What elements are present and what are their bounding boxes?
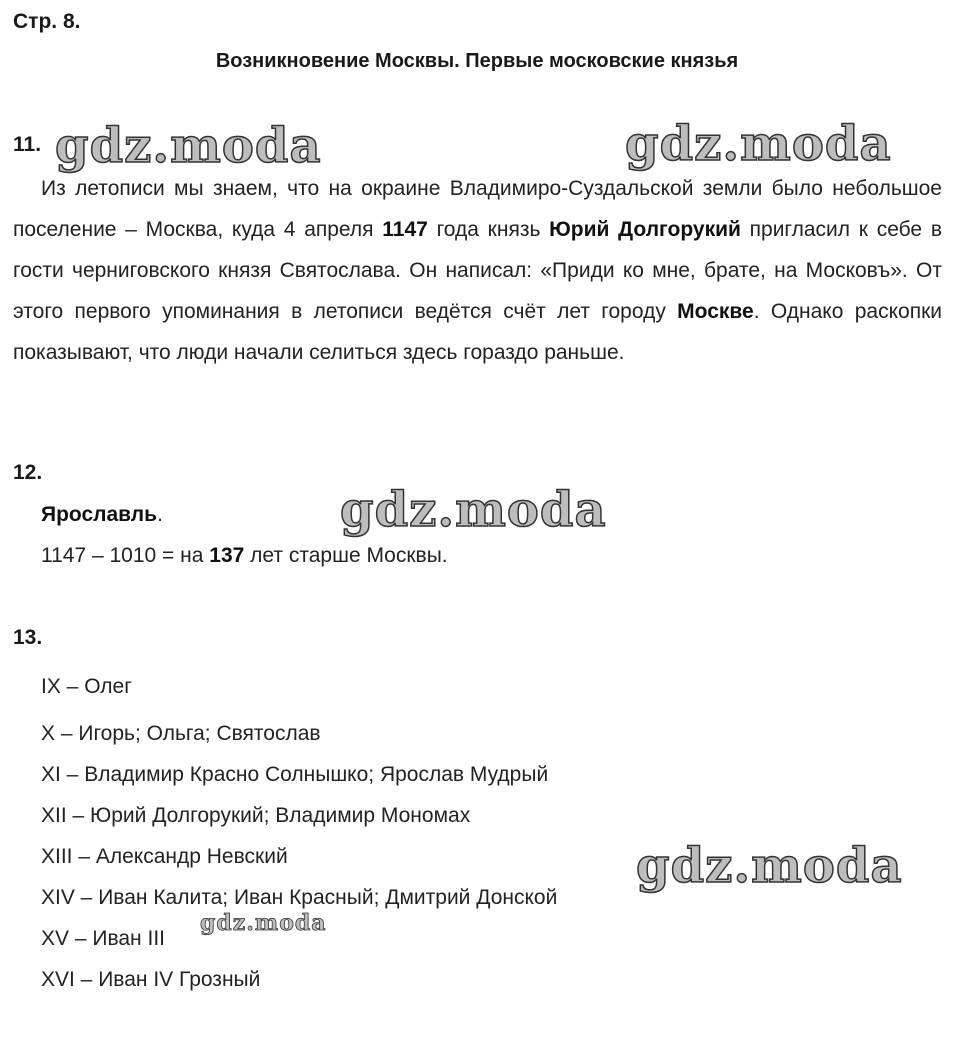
task-11-text-3: пригласил к себе в гости черниговского князя Святослава. Он написал: «Приди ко мне, брате, на Московъ». От этого первого упоминания в летописи ведётся счёт лет городу <box>13 218 943 323</box>
task-13-number: 13. <box>13 626 43 649</box>
watermark-logo: gdz.moda <box>625 116 892 172</box>
task-12-answer <box>41 503 163 527</box>
task-12-calculation <box>41 544 448 568</box>
century-item: XV – Иван III <box>41 927 165 950</box>
task-12-calc-text-1: 1147 – 1010 = на <box>41 544 210 567</box>
watermark-logo: gdz.moda <box>340 482 607 538</box>
task-11-prince: Юрий Долгорукий <box>549 218 741 241</box>
task-12-answer-city: Ярославль <box>41 503 158 526</box>
task-12-answer-tail: . <box>157 503 163 526</box>
task-12-number: 12. <box>13 461 43 484</box>
century-item: XII – Юрий Долгорукий; Владимир Мономах <box>41 804 471 827</box>
task-11-text-2: года князь <box>427 218 550 241</box>
century-item: XI – Владимир Красно Солнышко; Ярослав Мудрый <box>41 763 549 786</box>
task-11-year: 1147 <box>382 218 428 241</box>
task-11-text-4: . Однако раскопки показывают, что люди начали селиться здесь гораздо раньше. <box>13 300 942 364</box>
century-item: XIV – Иван Калита; Иван Красный; Дмитрий Донской <box>41 886 558 909</box>
watermark-logo: gdz.moda <box>200 910 327 936</box>
page-number: Стр. 8. <box>13 10 81 33</box>
watermark-logo: gdz.moda <box>55 118 322 174</box>
task-11-paragraph <box>13 168 942 373</box>
watermark-logo: gdz.moda <box>636 838 903 894</box>
century-item: IX – Олег <box>41 675 132 698</box>
century-item: XVI – Иван IV Грозный <box>41 968 261 991</box>
task-11-text-1: Из летописи мы знаем, что на окраине Владимиро-Суздальской земли было небольшое поселение – Москва, куда 4 апреля <box>13 177 942 241</box>
task-11-number: 11. <box>13 133 42 156</box>
page-title: Возникновение Москвы. Первые московские князья <box>215 50 739 72</box>
task-12-calc-text-2: лет старше Москвы. <box>244 544 448 567</box>
task-12-calc-value: 137 <box>209 544 245 567</box>
century-item: X – Игорь; Ольга; Святослав <box>41 722 321 745</box>
task-11-city: Москве <box>677 300 754 323</box>
century-item: XIII – Александр Невский <box>41 845 288 868</box>
